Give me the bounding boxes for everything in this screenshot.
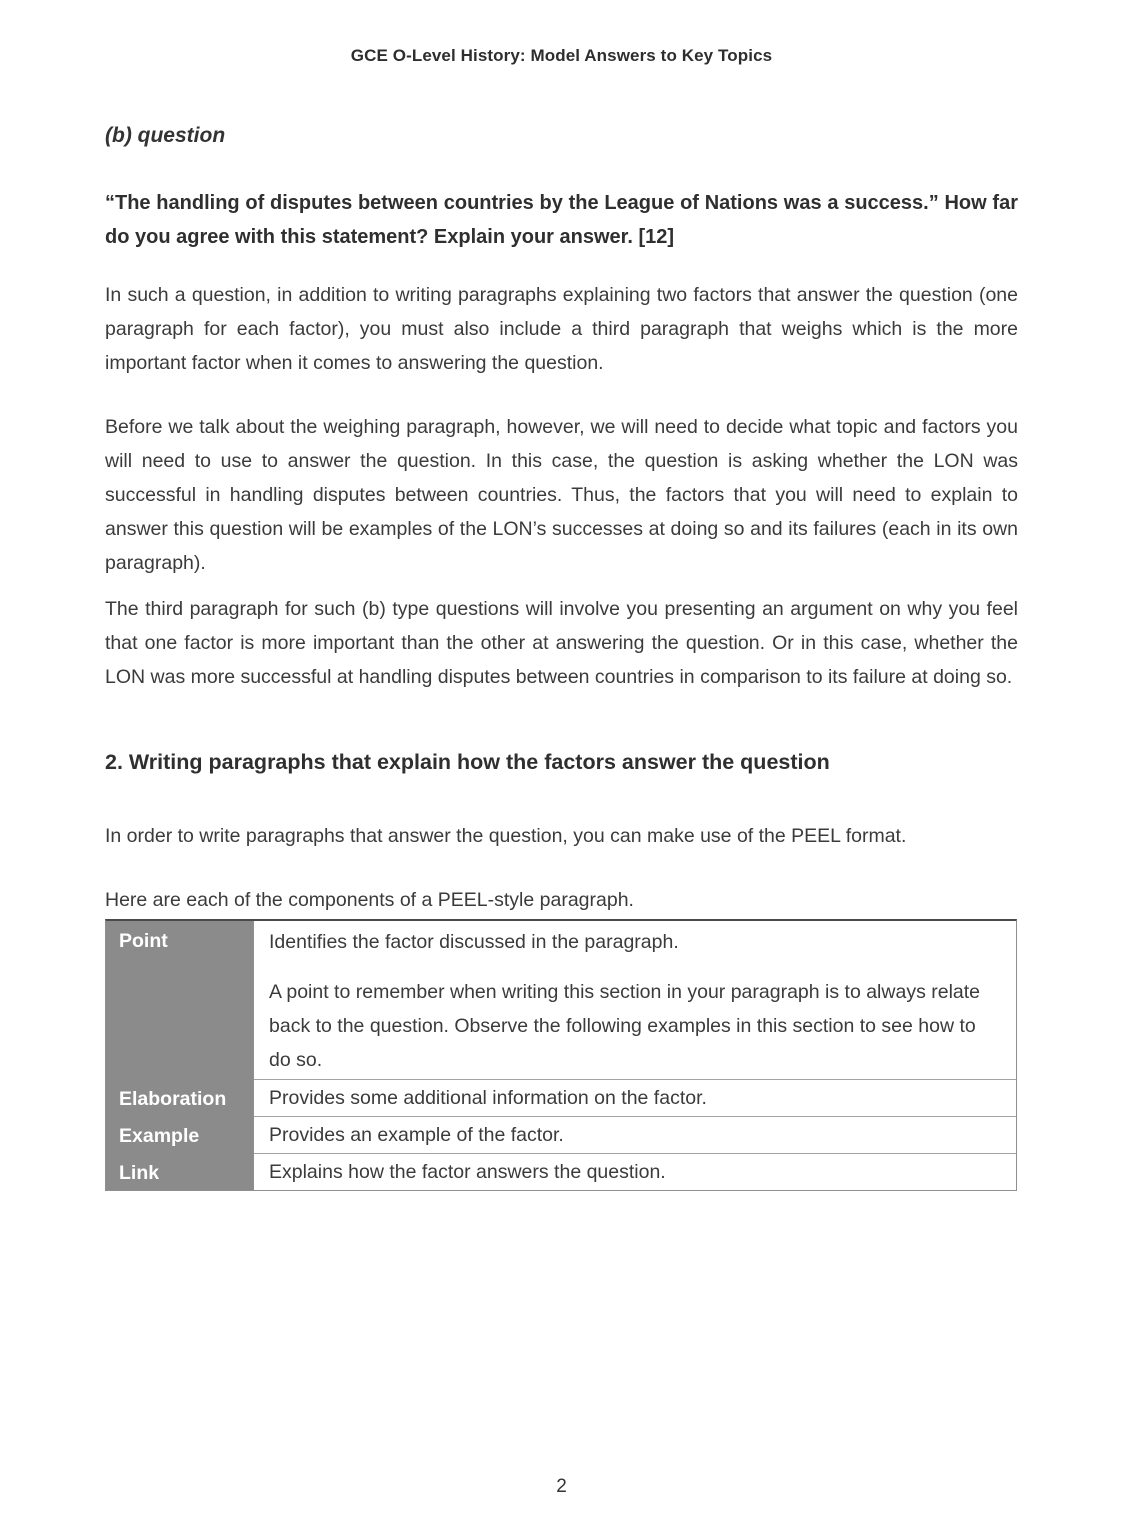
body-paragraph: In such a question, in addition to writing paragraphs explaining two factors that answer the question (one paragraph for each factor), you must also include a third paragraph that weighs which is the more important factor when it comes to answering the question. [105, 284, 1018, 374]
peel-cell-text: Provides some additional information on the factor. [269, 1087, 707, 1109]
peel-cell-elaboration [254, 1079, 1016, 1116]
peel-table-row-link [106, 1153, 1016, 1190]
peel-table-row-elaboration [106, 1079, 1016, 1116]
body-paragraph: Here are each of the components of a PEEL-style paragraph. [105, 889, 634, 911]
peel-cell-text: A point to remember when writing this section in your paragraph is to always relate back to the question. Observe the following examples in this section to see how to do so. [269, 981, 981, 1071]
peel-label-point: Point [106, 921, 254, 1079]
peel-label-example: Example [106, 1116, 254, 1153]
exam-question-text: “The handling of disputes between countries by the League of Nations was a success.” How far do you agree with this statement? Explain your answer. [12] [105, 192, 1018, 248]
peel-cell-link [254, 1153, 1016, 1190]
page-number: 2 [556, 1476, 567, 1497]
peel-table-row-example [106, 1116, 1016, 1153]
section-heading: 2. Writing paragraphs that explain how the factors answer the question [105, 750, 830, 774]
peel-table [105, 919, 1017, 1191]
peel-table-row-point [106, 921, 1016, 1079]
peel-cell-text: Provides an example of the factor. [269, 1124, 564, 1146]
body-paragraph: In order to write paragraphs that answer the question, you can make use of the PEEL format. [105, 825, 907, 847]
peel-label-link: Link [106, 1153, 254, 1190]
peel-label-elaboration: Elaboration [106, 1079, 254, 1116]
question-subheading: (b) question [105, 124, 226, 147]
peel-cell-text: Identifies the factor discussed in the paragraph. [269, 931, 679, 953]
body-paragraph: The third paragraph for such (b) type questions will involve you presenting an argument on why you feel that one factor is more important than the other at answering the question. Or in this case, whether the LON was more successful at handling disputes between countries in comparison to its failure at doing so. [105, 598, 1018, 688]
page-content [105, 124, 1018, 1191]
body-paragraph: Before we talk about the weighing paragraph, however, we will need to decide what topic and factors you will need to use to answer the question. In this case, the question is asking whether the LON was successful in handling disputes between countries. Thus, the factors that you will need to explain to answer this question will be examples of the LON’s successes at doing so and its failures (each in its own paragraph). [105, 416, 1018, 574]
running-header: GCE O-Level History: Model Answers to Key Topics [350, 46, 773, 65]
peel-cell-text: Explains how the factor answers the question. [269, 1161, 666, 1183]
peel-cell-example [254, 1116, 1016, 1153]
peel-cell-point [254, 921, 1016, 1079]
